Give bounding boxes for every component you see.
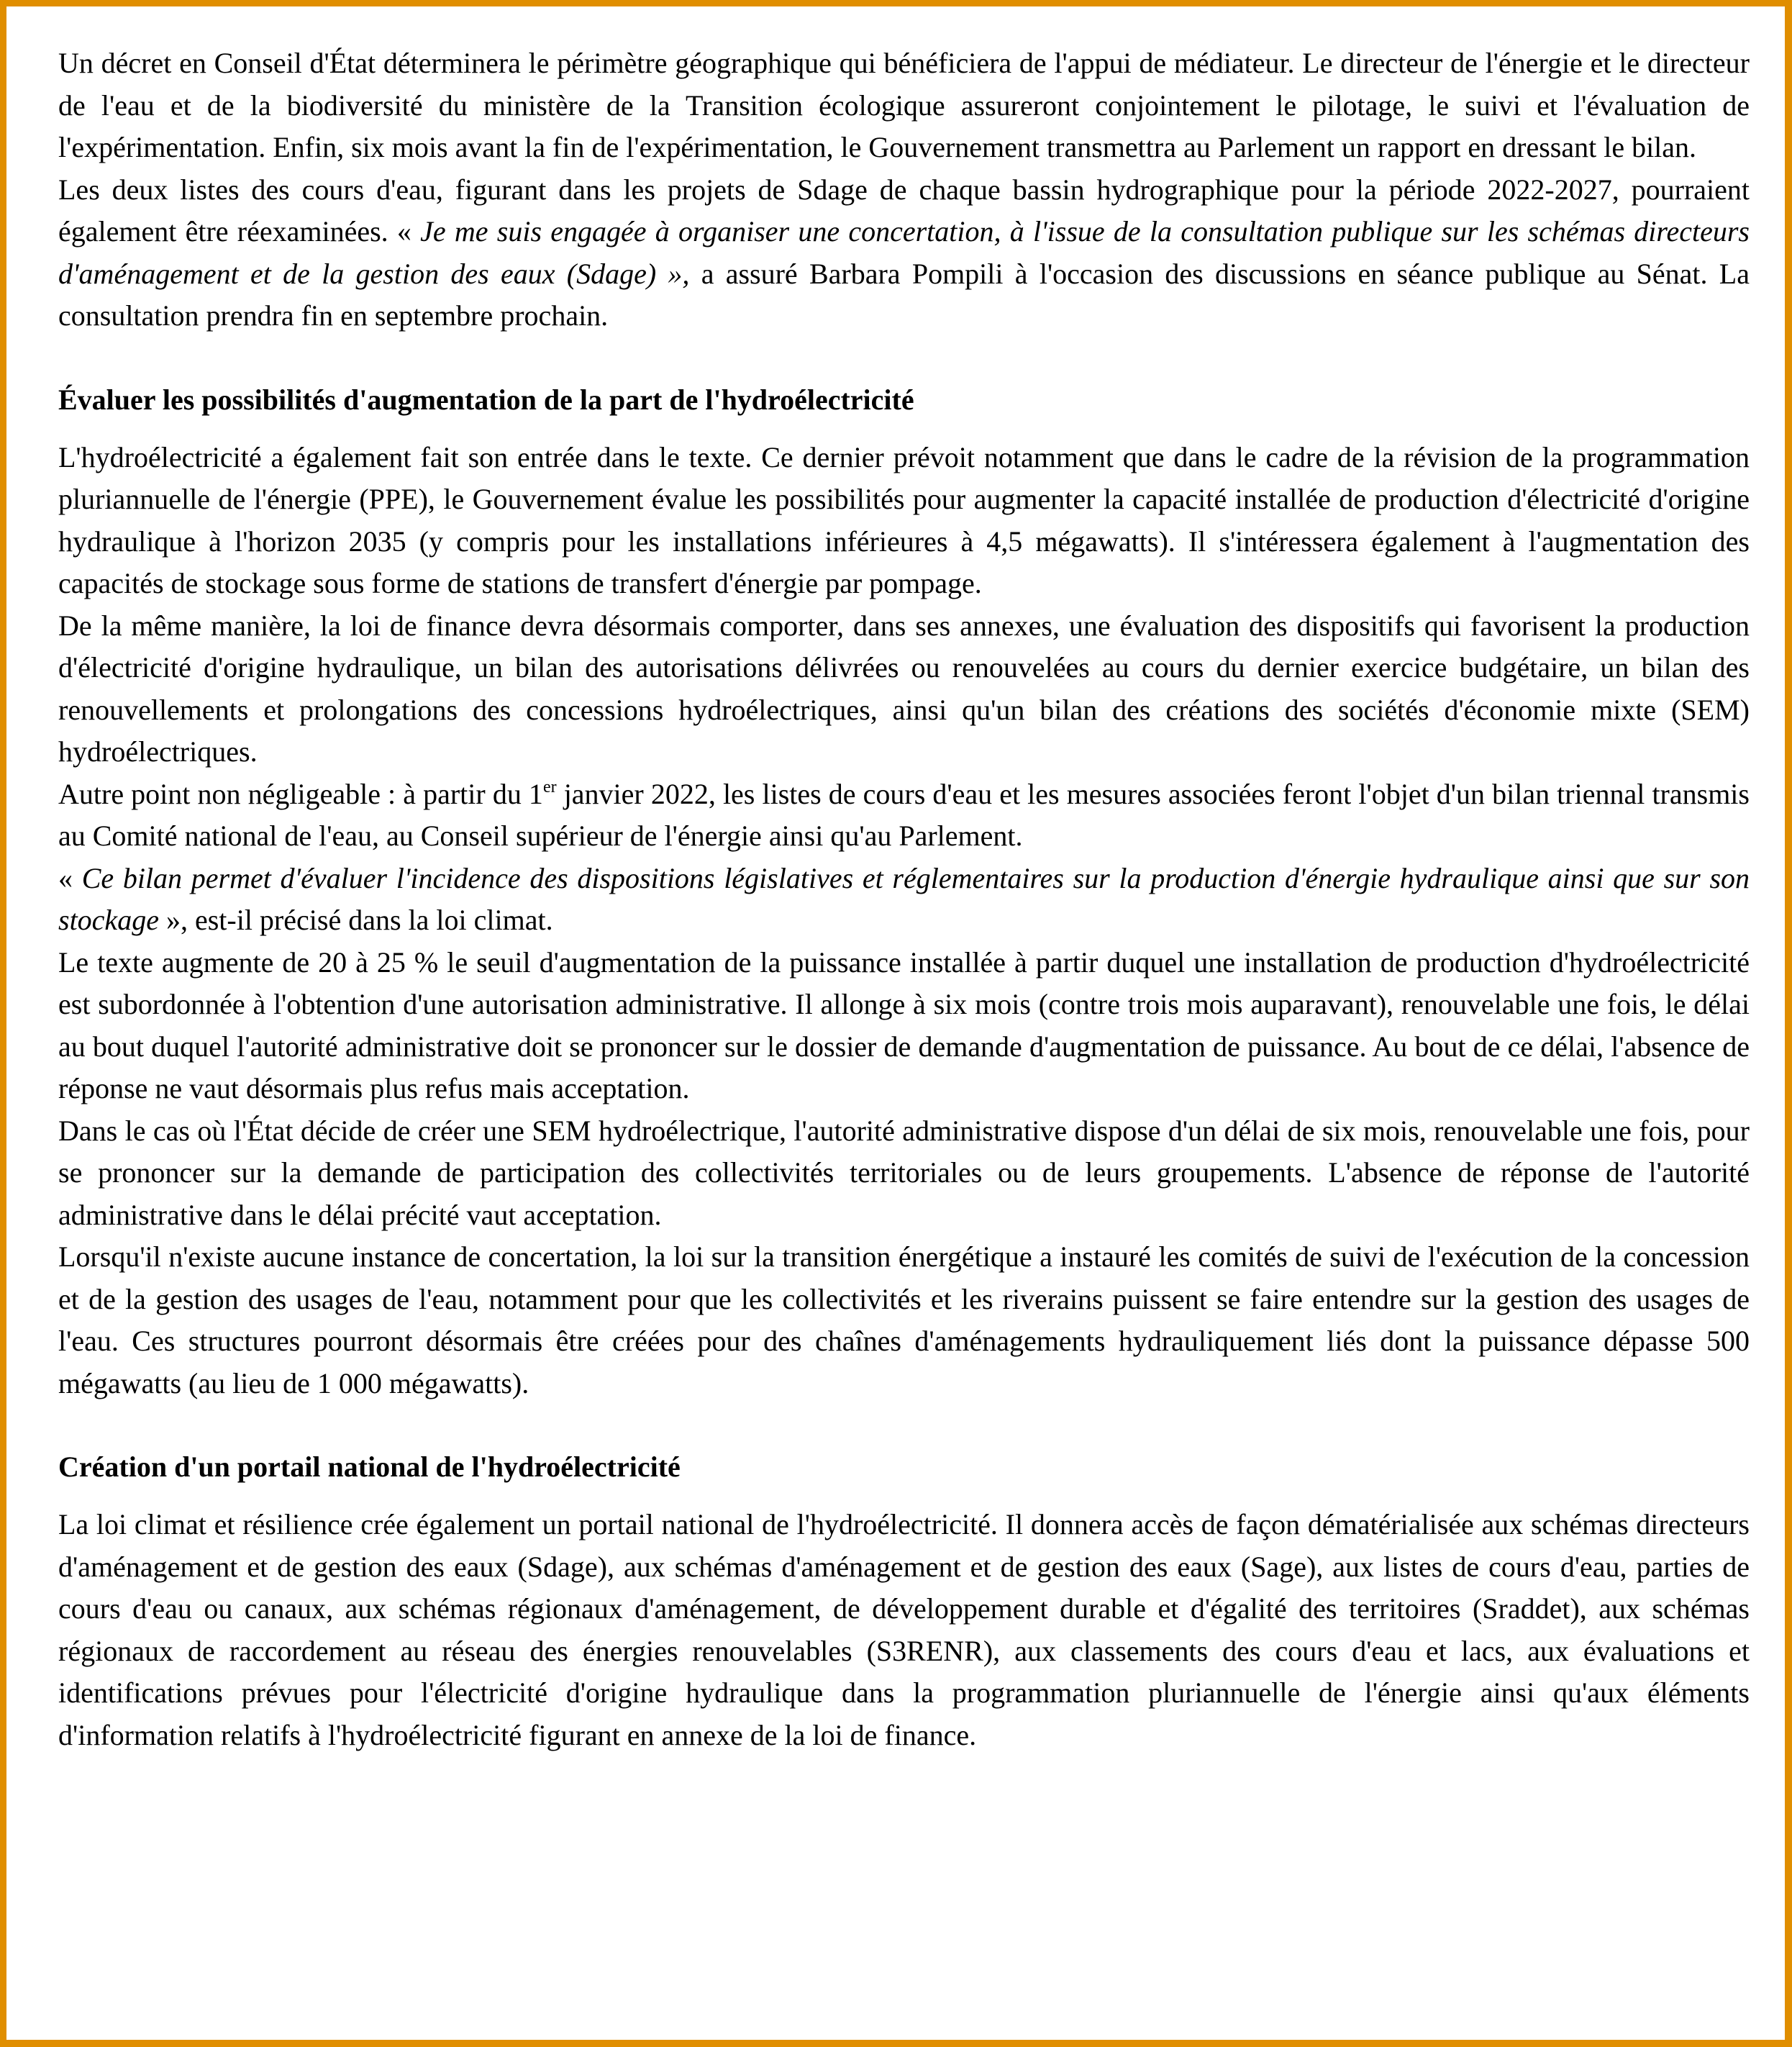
intro-paragraph-2 [58, 169, 1750, 337]
minister-quote: Je me suis engagée à organiser une concertation, à l'issue de la consultation publique sur les schémas directeurs d'aménagement et de la gestion des eaux (Sdage) », [58, 215, 1750, 290]
section1-paragraph-3-text-start: Autre point non négligeable : à partir du 1 [58, 777, 543, 810]
section1-paragraph-4 [58, 858, 1750, 942]
quote-open-mark: « [58, 861, 82, 894]
section1-paragraph-1 [58, 437, 1750, 605]
intro-paragraph-2-text-end: a assuré Barbara Pompili à l'occasion des discussions en séance publique au Sénat. La consultation prendra fin en septembre prochain. [58, 257, 1750, 332]
section1-paragraph-2 [58, 605, 1750, 773]
section1-paragraph-1-text: L'hydroélectricité a également fait son entrée dans le texte. Ce dernier prévoit notamment que dans le cadre de la révision de la programmation pluriannuelle de l'énergie (PPE), le Gouvernement évalue les possibilités pour augmenter la capacité installée de production d'électricité d'origine hydraulique à l'horizon 2035 (y compris pour les installations inférieures à 4,5 mégawatts). Il s'intéressera également à l'augmentation des capacités de stockage sous forme de stations de transfert d'énergie par pompage. [58, 440, 1750, 599]
section1-paragraph-7 [58, 1236, 1750, 1404]
intro-paragraph-1 [58, 42, 1750, 169]
section1-paragraph-7-text: Lorsqu'il n'existe aucune instance de concertation, la loi sur la transition énergétique a instauré les comités de suivi de l'exécution de la concession et de la gestion des usages de l'eau, notamment pour que les collectivités et les riverains puissent se faire entendre sur la gestion des usages de l'eau. Ces structures pourront désormais être créées pour des chaînes d'aménagements hydrauliquement liés dont la puissance dépasse 500 mégawatts (au lieu de 1 000 mégawatts). [58, 1240, 1750, 1399]
intro-paragraph-1-text: Un décret en Conseil d'État déterminera le périmètre géographique qui bénéficiera de l'appui de médiateur. Le directeur de l'énergie et le directeur de l'eau et de la biodiversité du ministère de la Transition écologique assureront conjointement le pilotage, le suivi et l'évaluation de l'expérimentation. Enfin, six mois avant la fin de l'expérimentation, le Gouvernement transmettra au Parlement un rapport en dressant le bilan. [58, 47, 1750, 163]
section1-paragraph-2-text: De la même manière, la loi de finance devra désormais comporter, dans ses annexes, une évaluation des dispositifs qui favorisent la production d'électricité d'origine hydraulique, un bilan des autorisations délivrées ou renouvelées au cours du dernier exercice budgétaire, un bilan des renouvellements et prolongations des concessions hydroélectriques, ainsi qu'un bilan des créations des sociétés d'économie mixte (SEM) hydroélectriques. [58, 609, 1750, 768]
section-heading-national-portal: Création d'un portail national de l'hydroélectricité [58, 1451, 681, 1483]
law-quote: Ce bilan permet d'évaluer l'incidence des dispositions législatives et réglementaires sur la production d'énergie hydraulique ainsi que sur son stockage [58, 861, 1750, 936]
section2-paragraph-1-text: La loi climat et résilience crée également un portail national de l'hydroélectricité. Il donnera accès de façon dématérialisée aux schémas directeurs d'aménagement et de gestion des eaux (Sdage), aux schémas d'aménagement et de gestion des eaux (Sage), aux listes de cours d'eau, parties de cours d'eau ou canaux, aux schémas régionaux d'aménagement, de développement durable et d'égalité des territoires (Sraddet), aux schémas régionaux de raccordement au réseau des énergies renouvelables (S3RENR), aux classements des cours d'eau et lacs, aux évaluations et identifications prévues pour l'électricité d'origine hydraulique dans la programmation pluriannuelle de l'énergie ainsi qu'aux éléments d'information relatifs à l'hydroélectricité figurant en annexe de la loi de finance. [58, 1508, 1750, 1751]
section1-paragraph-6-text: Dans le cas où l'État décide de créer une SEM hydroélectrique, l'autorité administrative dispose d'un délai de six mois, renouvelable une fois, pour se prononcer sur la demande de participation des collectivités territoriales ou de leurs groupements. L'absence de réponse de l'autorité administrative dans le délai précité vaut acceptation. [58, 1114, 1750, 1231]
section1-paragraph-5-text: Le texte augmente de 20 à 25 % le seuil d'augmentation de la puissance installée à partir duquel une installation de production d'hydroélectricité est subordonnée à l'obtention d'une autorisation administrative. Il allonge à six mois (contre trois mois auparavant), renouvelable une fois, le délai au bout duquel l'autorité administrative doit se prononcer sur le dossier de demande d'augmentation de puissance. Au bout de ce délai, l'absence de réponse ne vaut désormais plus refus mais acceptation. [58, 945, 1750, 1104]
section2-paragraph-1 [58, 1504, 1750, 1756]
article-body [58, 42, 1750, 1756]
section-heading-hydro-capacity: Évaluer les possibilités d'augmentation de la part de l'hydroélectricité [58, 383, 914, 416]
section1-paragraph-5 [58, 942, 1750, 1110]
section1-paragraph-6 [58, 1110, 1750, 1237]
section1-paragraph-3 [58, 773, 1750, 858]
intro-paragraph-2-text-start: Les deux listes des cours d'eau, figurant dans les projets de Sdage de chaque bassin hydrographique pour la période 2022-2027, pourraient également être réexaminées. « [58, 173, 1750, 248]
section1-paragraph-4-text-end: », est-il précisé dans la loi climat. [158, 904, 553, 936]
section1-paragraph-3-text-end: janvier 2022, les listes de cours d'eau et les mesures associées feront l'objet d'un bilan triennal transmis au Comité national de l'eau, au Conseil supérieur de l'énergie ainsi qu'au Parlement. [58, 777, 1750, 852]
ordinal-superscript: er [542, 777, 557, 796]
